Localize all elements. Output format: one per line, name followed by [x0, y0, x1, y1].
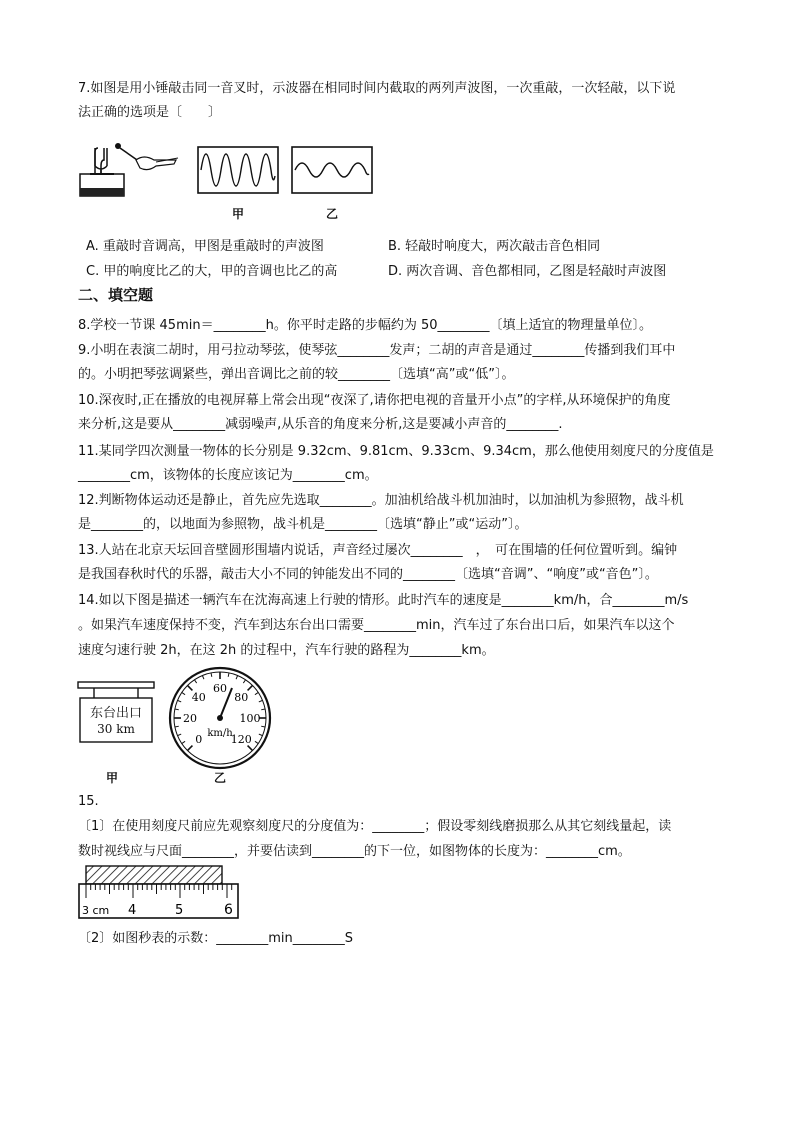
q7-line2: 法正确的选项是〔 〕	[78, 105, 222, 120]
q7-option-d: D. 两次音调、音色都相同，乙图是轻敲时声波图	[388, 264, 667, 279]
q7-line1: 7.如图是用小锤敲击同一音叉时，示波器在相同时间内截取的两列声波图，一次重敲，一次轻敲，以下说	[78, 81, 676, 96]
q14-line2: 。如果汽车速度保持不变，汽车到达东台出口需要________min，汽车过了东台出口后，如果汽车以这个	[78, 618, 675, 633]
q7-option-b: B. 轻敲时响度大，两次敲击音色相同	[388, 239, 601, 254]
tuning-fork-figure	[78, 138, 188, 208]
ruler-figure	[78, 864, 240, 920]
speedometer-tick-label: 0	[195, 733, 203, 747]
speedometer-tick-label: 60	[213, 682, 227, 695]
q11-line2: ________cm，该物体的长度应该记为________cm。	[78, 468, 378, 483]
waveform-a-label: 甲	[232, 207, 245, 221]
waveform-b-label: 乙	[326, 207, 339, 221]
q13-line2: 是我国春秋时代的乐器，敲击大小不同的钟能发出不同的________〔选填“音调”、“响度”或“音色”〕。	[78, 567, 658, 582]
speedometer-tick-label: 100	[239, 712, 261, 725]
exit-sign-name: 东台出口	[89, 706, 142, 721]
ruler-label-4: 4	[128, 903, 137, 918]
waveform-a-figure	[197, 146, 279, 194]
speedometer-tick-label: 120	[230, 733, 252, 747]
q8-line1: 8.学校一节课 45min＝________h。你平时走路的步幅约为 50________〔填上适宜的物理量单位〕。	[78, 318, 653, 333]
q9-line2: 的。小明把琴弦调紧些，弹出音调比之前的较________〔选填“高”或“低”〕。	[78, 367, 515, 382]
ruler-label-3: 3 cm	[82, 904, 110, 917]
waveform-b-figure	[291, 146, 373, 194]
q7-option-a: A. 重敲时音调高，甲图是重敲时的声波图	[86, 239, 324, 254]
q10-line2: 来分析,这是要从________减弱噪声,从乐音的角度来分析,这是要减小声音的________.	[78, 417, 563, 432]
q7-option-c: C. 甲的响度比乙的大，甲的音调也比乙的高	[86, 264, 338, 279]
section-title: 二、填空题	[78, 286, 154, 304]
sign-fig-label: 甲	[106, 771, 119, 785]
q9-line1: 9.小明在表演二胡时，用弓拉动琴弦，使琴弦________发声；二胡的声音是通过________传播到我们耳中	[78, 343, 676, 358]
q15-part1-line1: 〔1〕在使用刻度尺前应先观察刻度尺的分度值为：________；假设零刻线磨损那么从其它刻线量起，读	[78, 819, 672, 834]
q12-line2: 是________的，以地面为参照物，战斗机是________〔选填“静止”或“运动”〕。	[78, 517, 528, 532]
exit-sign-distance: 30 km	[97, 722, 135, 736]
q11-line1: 11.某同学四次测量一物体的长分别是 9.32cm、9.81cm、9.33cm、9.34cm，那么他使用刻度尺的分度值是	[78, 444, 714, 459]
q12-line1: 12.判断物体运动还是静止，首先应先选取________。加油机给战斗机加油时，以加油机为参照物，战斗机	[78, 493, 684, 508]
q15-number: 15.	[78, 794, 99, 809]
speedometer-tick-label: 80	[234, 690, 249, 704]
q14-line3: 速度匀速行驶 2h，在这 2h 的过程中，汽车行驶的路程为________km。	[78, 643, 495, 658]
ruler-label-5: 5	[175, 903, 184, 918]
speedometer-figure	[168, 666, 272, 770]
speedometer-tick-label: 40	[191, 690, 206, 704]
q14-line1: 14.如以下图是描述一辆汽车在沈海高速上行驶的情形。此时汽车的速度是________km/h，合________m/s	[78, 593, 689, 608]
q15-part1-line2: 数时视线应与尺面________，并要估读到________的下一位，如图物体的长度为：________cm。	[78, 844, 631, 859]
q13-line1: 13.人站在北京天坛回音壁圆形围墙内说话，声音经过屡次________ ， 可在围墙的任何位置听到。编钟	[78, 543, 678, 558]
speedometer-unit: km/h	[207, 728, 233, 739]
q10-line1: 10.深夜时,正在播放的电视屏幕上常会出现“夜深了,请你把电视的音量开小点”的字样,从环境保护的角度	[78, 393, 671, 408]
q15-part2: 〔2〕如图秒表的示数：________min________S	[78, 931, 354, 946]
ruler-label-6: 6	[224, 902, 233, 918]
speedometer-tick-label: 20	[183, 712, 197, 725]
speedometer-fig-label: 乙	[214, 771, 227, 785]
